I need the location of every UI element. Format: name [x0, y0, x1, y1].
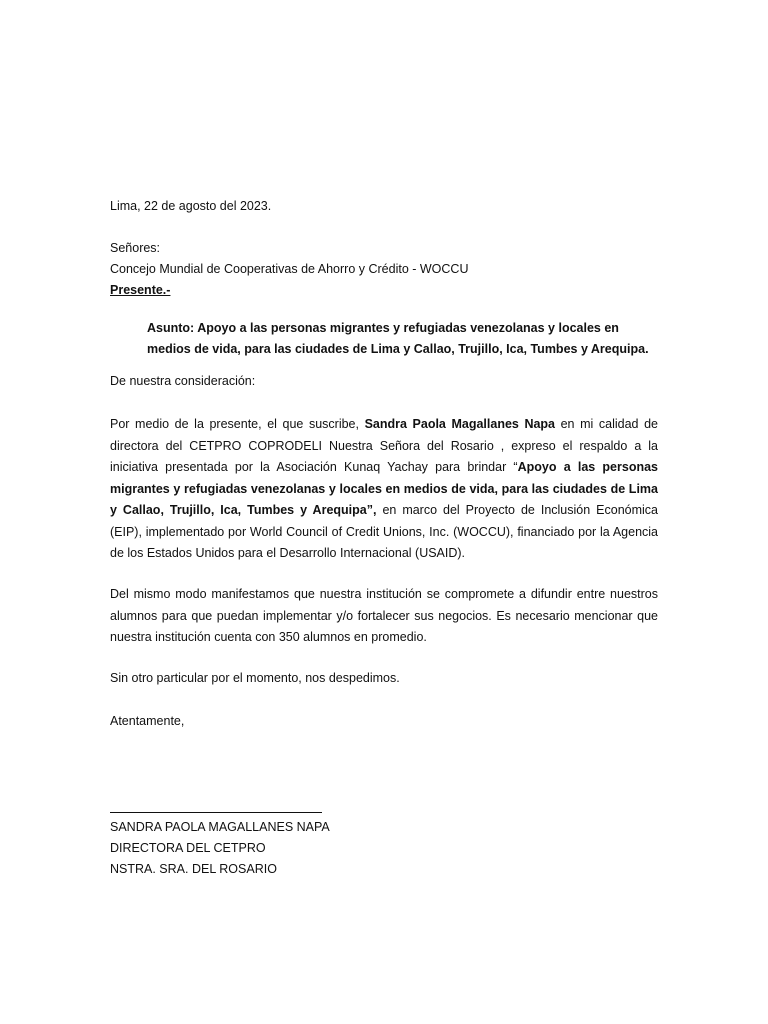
project-title: Apoyo a las personas migrantes y refugiadas venezolanas y locales en medios de vida, para las ciudades de Lima y Callao, Trujillo, Ica, Tumbes y Arequipa”,	[110, 460, 658, 517]
greeting: De nuestra consideración:	[110, 374, 256, 388]
subject-line: Asunto: Apoyo a las personas migrantes y refugiadas venezolanas y locales en medios de vida, para las ciudades de Lima y Callao, Trujillo, Ica, Tumbes y Arequipa.	[147, 321, 649, 356]
signer-institution: NSTRA. SRA. DEL ROSARIO	[110, 862, 277, 876]
signer-name-inline: Sandra Paola Magallanes Napa	[364, 417, 556, 431]
presente-label: Presente.-	[110, 283, 171, 297]
body-p1-intro: Por medio de la presente, el que suscribe,	[110, 417, 365, 431]
signature-line	[110, 812, 322, 813]
salutation: Señores:	[110, 241, 161, 255]
recipient: Concejo Mundial de Cooperativas de Ahorro y Crédito - WOCCU	[110, 262, 469, 276]
signer-name: SANDRA PAOLA MAGALLANES NAPA	[110, 820, 330, 834]
body-p1-end: en marco del Proyecto de Inclusión Económica (EIP), implementado por World Council of Credit Unions, Inc. (WOCCU), financiado por la Agencia de los Estados Unidos para el Desarrollo Internacional (USAID).	[110, 503, 659, 560]
body-p1-middle: en mi calidad de directora del CETPRO COPRODELI Nuestra Señora del Rosario , expreso el respaldo a la iniciativa presentada por la Asociación Kunaq Yachay para brindar “	[110, 417, 658, 474]
closing: Atentamente,	[110, 714, 185, 728]
body-paragraph-3: Sin otro particular por el momento, nos despedimos.	[110, 671, 400, 685]
body-paragraph-2: Del mismo modo manifestamos que nuestra institución se compromete a difundir entre nuestros alumnos para que puedan implementar y/o fortalecer sus negocios. Es necesario mencionar que nuestra institución cuenta con 350 alumnos en promedio.	[110, 587, 658, 644]
body-paragraph-1	[110, 414, 658, 565]
signer-title: DIRECTORA DEL CETPRO	[110, 841, 266, 855]
date-line: Lima, 22 de agosto del 2023.	[110, 199, 272, 213]
